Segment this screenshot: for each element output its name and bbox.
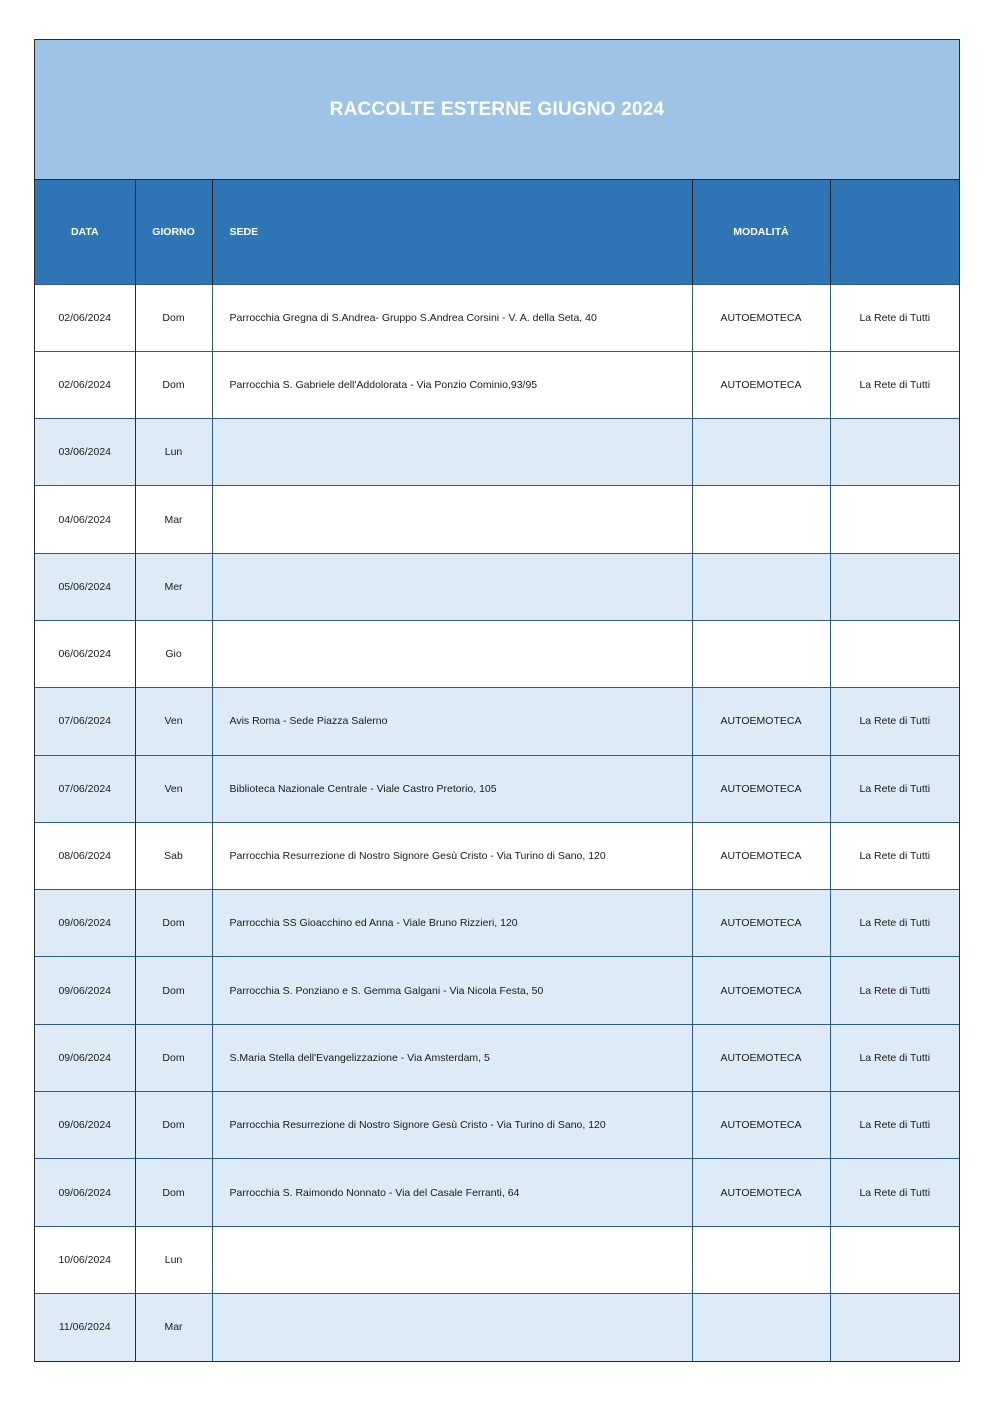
- cell-sede: Parrocchia Gregna di S.Andrea- Gruppo S.Andrea Corsini - V. A. della Seta, 40: [212, 284, 692, 351]
- cell-sede: Parrocchia Resurrezione di Nostro Signore Gesù Cristo - Via Turino di Sano, 120: [212, 1092, 692, 1159]
- table-row: [35, 284, 959, 351]
- table-row: [35, 1092, 959, 1159]
- cell-modalita: [692, 419, 830, 486]
- cell-modalita: AUTOEMOTECA: [692, 1159, 830, 1226]
- cell-modalita: AUTOEMOTECA: [692, 688, 830, 755]
- table-row: [35, 419, 959, 486]
- cell-extra: La Rete di Tutti: [830, 351, 959, 418]
- cell-sede: [212, 553, 692, 620]
- cell-giorno: Dom: [135, 957, 212, 1024]
- cell-data: 07/06/2024: [35, 755, 135, 822]
- cell-data: 09/06/2024: [35, 1159, 135, 1226]
- table-row: [35, 957, 959, 1024]
- cell-extra: [830, 553, 959, 620]
- cell-sede: Parrocchia S. Gabriele dell'Addolorata - Via Ponzio Cominio,93/95: [212, 351, 692, 418]
- table-row: [35, 486, 959, 553]
- cell-extra: [830, 486, 959, 553]
- cell-extra: La Rete di Tutti: [830, 1092, 959, 1159]
- page-title: RACCOLTE ESTERNE GIUGNO 2024: [329, 98, 665, 120]
- cell-modalita: AUTOEMOTECA: [692, 284, 830, 351]
- cell-giorno: Dom: [135, 1159, 212, 1226]
- cell-extra: La Rete di Tutti: [830, 890, 959, 957]
- title-band: [35, 40, 959, 180]
- cell-data: 05/06/2024: [35, 553, 135, 620]
- table-row: [35, 688, 959, 755]
- cell-sede: [212, 620, 692, 687]
- cell-modalita: [692, 486, 830, 553]
- cell-data: 02/06/2024: [35, 351, 135, 418]
- schedule-sheet: [34, 39, 960, 1362]
- cell-data: 09/06/2024: [35, 1024, 135, 1091]
- table-body: [35, 284, 959, 1361]
- header-sede: SEDE: [212, 180, 692, 284]
- cell-data: 04/06/2024: [35, 486, 135, 553]
- cell-extra: La Rete di Tutti: [830, 755, 959, 822]
- cell-modalita: [692, 620, 830, 687]
- cell-extra: La Rete di Tutti: [830, 1159, 959, 1226]
- table-row: [35, 1293, 959, 1360]
- cell-data: 09/06/2024: [35, 890, 135, 957]
- cell-modalita: AUTOEMOTECA: [692, 890, 830, 957]
- header-data: DATA: [70, 225, 99, 238]
- cell-giorno: Mar: [135, 1293, 212, 1360]
- table-row: [35, 620, 959, 687]
- cell-giorno: Mer: [135, 553, 212, 620]
- table-row: [35, 822, 959, 889]
- header-extra: [830, 180, 959, 284]
- cell-giorno: Lun: [135, 1226, 212, 1293]
- cell-giorno: Ven: [135, 755, 212, 822]
- table-row: [35, 553, 959, 620]
- cell-data: 08/06/2024: [35, 822, 135, 889]
- cell-data: 03/06/2024: [35, 419, 135, 486]
- cell-giorno: Dom: [135, 284, 212, 351]
- cell-modalita: [692, 1226, 830, 1293]
- header-row: [35, 180, 959, 284]
- cell-sede: Parrocchia Resurrezione di Nostro Signore Gesù Cristo - Via Turino di Sano, 120: [212, 822, 692, 889]
- schedule-table: [35, 180, 959, 1361]
- table-row: [35, 755, 959, 822]
- header-giorno: GIORNO: [135, 180, 212, 284]
- cell-extra: [830, 620, 959, 687]
- cell-data: 10/06/2024: [35, 1226, 135, 1293]
- cell-extra: [830, 419, 959, 486]
- header-modalita: MODALITÀ: [692, 180, 830, 284]
- cell-giorno: Ven: [135, 688, 212, 755]
- cell-data: 09/06/2024: [35, 1092, 135, 1159]
- cell-data: 07/06/2024: [35, 688, 135, 755]
- table-row: [35, 1226, 959, 1293]
- cell-sede: Parrocchia SS Gioacchino ed Anna - Viale Bruno Rizzieri, 120: [212, 890, 692, 957]
- table-row: [35, 890, 959, 957]
- cell-sede: S.Maria Stella dell'Evangelizzazione - Via Amsterdam, 5: [212, 1024, 692, 1091]
- cell-giorno: Gio: [135, 620, 212, 687]
- cell-giorno: Dom: [135, 1024, 212, 1091]
- cell-modalita: [692, 553, 830, 620]
- cell-extra: La Rete di Tutti: [830, 957, 959, 1024]
- cell-extra: La Rete di Tutti: [830, 822, 959, 889]
- cell-sede: [212, 486, 692, 553]
- cell-modalita: AUTOEMOTECA: [692, 822, 830, 889]
- cell-extra: La Rete di Tutti: [830, 1024, 959, 1091]
- cell-extra: [830, 1293, 959, 1360]
- cell-modalita: AUTOEMOTECA: [692, 1092, 830, 1159]
- cell-modalita: AUTOEMOTECA: [692, 957, 830, 1024]
- cell-modalita: AUTOEMOTECA: [692, 755, 830, 822]
- cell-modalita: AUTOEMOTECA: [692, 351, 830, 418]
- cell-sede: Avis Roma - Sede Piazza Salerno: [212, 688, 692, 755]
- table-row: [35, 1024, 959, 1091]
- cell-data: 11/06/2024: [35, 1293, 135, 1360]
- cell-sede: Parrocchia S. Ponziano e S. Gemma Galgani - Via Nicola Festa, 50: [212, 957, 692, 1024]
- cell-sede: Parrocchia S. Raimondo Nonnato - Via del Casale Ferranti, 64: [212, 1159, 692, 1226]
- cell-sede: [212, 1293, 692, 1360]
- cell-modalita: AUTOEMOTECA: [692, 1024, 830, 1091]
- cell-giorno: Mar: [135, 486, 212, 553]
- cell-sede: Biblioteca Nazionale Centrale - Viale Castro Pretorio, 105: [212, 755, 692, 822]
- cell-extra: La Rete di Tutti: [830, 284, 959, 351]
- table-row: [35, 351, 959, 418]
- cell-giorno: Sab: [135, 822, 212, 889]
- cell-modalita: [692, 1293, 830, 1360]
- cell-data: 06/06/2024: [35, 620, 135, 687]
- cell-giorno: Dom: [135, 351, 212, 418]
- cell-giorno: Lun: [135, 419, 212, 486]
- table-header: [35, 180, 959, 284]
- cell-data: 09/06/2024: [35, 957, 135, 1024]
- cell-giorno: Dom: [135, 890, 212, 957]
- cell-extra: [830, 1226, 959, 1293]
- cell-giorno: Dom: [135, 1092, 212, 1159]
- cell-sede: [212, 419, 692, 486]
- table-row: [35, 1159, 959, 1226]
- cell-data: 02/06/2024: [35, 284, 135, 351]
- cell-extra: La Rete di Tutti: [830, 688, 959, 755]
- cell-sede: [212, 1226, 692, 1293]
